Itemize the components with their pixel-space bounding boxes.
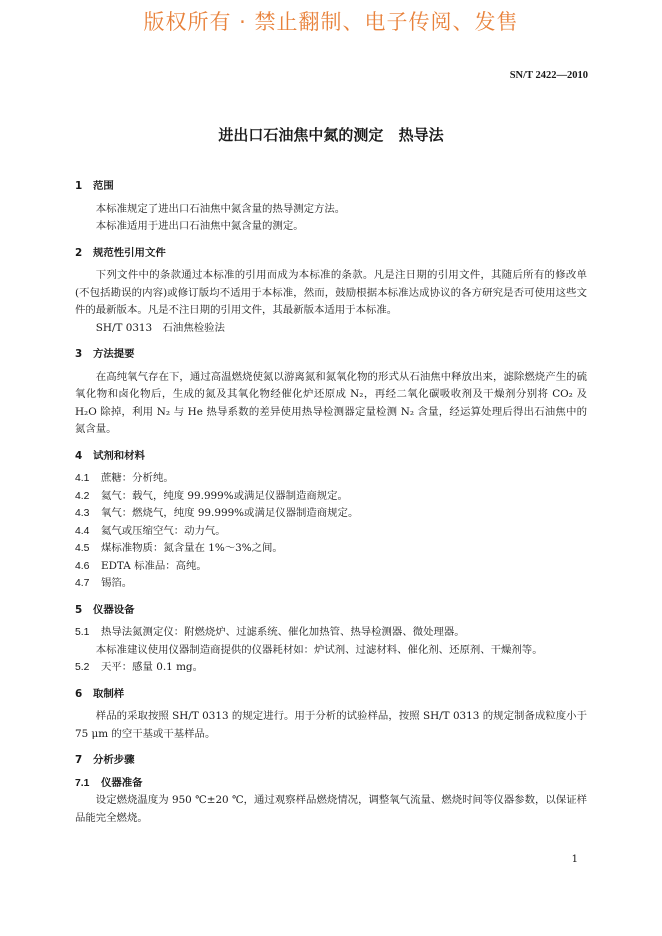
item-text: 煤标准物质：氮含量在 1%～3%之间。 [101,542,283,554]
item-text: 氧气：燃烧气，纯度 99.999%或满足仪器制造商规定。 [101,507,359,519]
section-number: 5 [75,603,83,616]
section-number: 6 [75,687,83,700]
list-item [75,470,587,488]
list-item [75,488,587,506]
section-number: 3 [75,348,83,360]
item-text: 蔗糖：分析纯。 [101,472,174,484]
section-title: 规范性引用文件 [93,246,166,259]
section-heading-1 [75,178,587,196]
list-item [75,659,587,677]
paragraph: 下列文件中的条款通过本标准的引用而成为本标准的条款。凡是注日期的引用文件，其随后所有的修改单(不包括勘误的内容)或修订版均不适用于本标准，然而，鼓励根据本标准达成协议的各方研究是否可使用这些文件的最新版本。凡是不注日期的引用文件，其最新版本适用于本标准。 [75,269,587,316]
list-item [75,558,587,576]
item-text: 天平：感量 0.1 mg。 [101,661,203,673]
list-item [75,523,587,541]
section-number: 2 [75,246,83,259]
item-number: 5.1 [75,627,90,638]
section-heading-7 [75,752,587,770]
section-title: 方法提要 [93,348,135,360]
section-title: 仪器设备 [93,603,135,616]
item-number: 4.6 [75,560,90,572]
paragraph: 样品的采取按照 SH/T 0313 的规定进行。用于分析的试验样品，按照 SH/T 0313 的规定制备成粒度小于 75 μm 的空干基或干基样品。 [75,710,587,740]
item-text: 热导法氮测定仪：附燃烧炉、过滤系统、催化加热管、热导检测器、微处理器。 [101,626,465,638]
section-number: 1 [75,180,83,192]
section-title: 范围 [93,180,114,192]
standard-number: SN/T 2422—2010 [509,70,588,81]
section-title: 分析步骤 [93,754,135,766]
paragraph: 在高纯氧气存在下，通过高温燃烧使氮以游离氮和氮氧化物的形式从石油焦中释放出来，滤除燃烧产生的硫氧化物和卤化物后，生成的氮及其氧化物经催化炉还原成 N₂，再经二氧化碳吸收剂及干燥剂分别将 CO₂ 及 H₂O 除掉，利用 N₂ 与 He 热导系数的差异使用热导检测器定量检测 N₂ 含量，经运算处理后得出石油焦中的氮含量。 [75,370,587,435]
section-heading-3 [75,346,587,364]
paragraph: 本标准建议使用仪器制造商提供的仪器耗材如：炉试剂、过滤材料、催化剂、还原剂、干燥剂等。 [95,643,543,656]
item-number: 7.1 [75,777,90,789]
item-text: EDTA 标准品：高纯。 [101,559,207,572]
item-number: 4.7 [75,578,90,589]
section-heading-4 [75,448,587,466]
page-number: 1 [571,854,578,865]
list-item [75,505,587,523]
document-body [75,178,587,827]
item-number: 4.3 [75,508,90,519]
subsection-title: 仪器准备 [101,776,143,789]
item-number: 5.2 [75,662,90,673]
paragraph: 本标准适用于进出口石油焦中氮含量的测定。 [95,220,304,232]
list-item [75,624,587,642]
item-number: 4.5 [75,543,90,554]
section-title: 取制样 [93,687,125,700]
list-item [75,575,587,593]
item-text: 氦气或压缩空气：动力气。 [101,524,226,537]
section-heading-2 [75,245,587,263]
item-number: 4.4 [75,525,90,537]
item-number: 4.2 [75,490,90,502]
section-number: 7 [75,754,83,766]
paragraph: 设定燃烧温度为 950 ℃±20 ℃，通过观察样品燃烧情况，调整氧气流量、燃烧时间等仪器参数，以保证样品能完全燃烧。 [75,794,587,824]
normative-reference: SH/T 0313 石油焦检验法 [95,321,225,334]
subsection-heading [75,775,587,793]
section-heading-5 [75,602,587,620]
page-title: 进出口石油焦中氮的测定 热导法 [218,126,444,144]
list-item [75,540,587,558]
item-text: 锡箔。 [101,577,133,589]
section-title: 试剂和材料 [93,449,145,462]
item-text: 氦气：载气，纯度 99.999%或满足仪器制造商规定。 [101,489,348,502]
watermark: 版权所有 · 禁止翻制、电子传阅、发售 [143,10,519,34]
item-number: 4.1 [75,473,90,484]
paragraph: 本标准规定了进出口石油焦中氮含量的热导测定方法。 [95,202,346,215]
section-heading-6 [75,686,587,704]
section-number: 4 [75,449,83,462]
